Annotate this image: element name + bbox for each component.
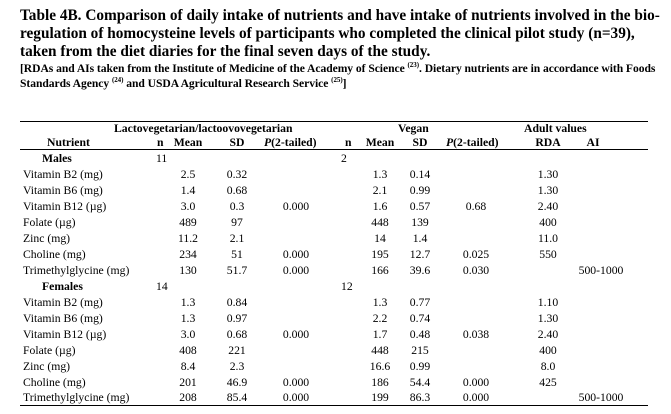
cell-sd-lacto: 0.3 xyxy=(229,200,245,213)
caption-title: Table 4B. Comparison of daily intake of nutrients and have intake of nutrients involved in the bio-regulation of homocysteine levels of participants who completed the clinical pilot study (n=39), taken from the diet diaries for the final seven days of the study. xyxy=(20,7,660,60)
group-vegan-header: Vegan xyxy=(398,122,429,135)
caption-ref-25: (25) xyxy=(331,76,343,84)
cell-mean-lacto: 2.5 xyxy=(180,168,196,181)
table-row xyxy=(0,264,671,278)
cell-mean-vegan: 1.3 xyxy=(372,296,388,309)
col-ai-header: AI xyxy=(586,136,600,149)
col-nutrient-header: Nutrient xyxy=(47,136,90,149)
cell-sd-lacto: 97 xyxy=(231,216,243,229)
col-p-vegan-italic: P xyxy=(446,136,454,149)
cell-mean-vegan: 448 xyxy=(371,216,389,229)
cell-sd-lacto: 0.32 xyxy=(226,168,248,181)
table-row xyxy=(0,232,671,246)
cell-ai: 500-1000 xyxy=(578,391,624,404)
table-row xyxy=(0,312,671,326)
cell-nutrient: Choline (mg) xyxy=(23,376,86,389)
cell-sd-vegan: 0.57 xyxy=(409,200,431,213)
col-sd-vegan-header: SD xyxy=(412,136,428,149)
cell-sd-vegan: 0.48 xyxy=(409,328,431,341)
table-row xyxy=(0,328,671,342)
cell-sd-vegan: 54.4 xyxy=(409,376,431,389)
cell-mean-vegan: 195 xyxy=(371,248,389,261)
cell-sd-vegan: 12.7 xyxy=(409,248,431,261)
cell-rda: 1.10 xyxy=(537,296,559,309)
cell-rda: 1.30 xyxy=(537,312,559,325)
cell-sd-vegan: 1.4 xyxy=(412,232,428,245)
cell-rda: 2.40 xyxy=(537,200,559,213)
cell-p-vegan: 0.68 xyxy=(465,200,487,213)
cell-sd-lacto: 85.4 xyxy=(226,391,248,404)
cell-mean-lacto: 201 xyxy=(179,376,197,389)
group-lacto-header: Lactovegetarian/lactoovovegetarian xyxy=(114,122,293,135)
cell-mean-lacto: 3.0 xyxy=(180,328,196,341)
col-n-lacto-header: n xyxy=(157,136,164,149)
table-row xyxy=(0,184,671,198)
cell-mean-lacto: 208 xyxy=(179,391,197,404)
col-mean-vegan-header: Mean xyxy=(365,136,395,149)
cell-rda: 11.0 xyxy=(537,232,559,245)
cell-rda: 1.30 xyxy=(537,184,559,197)
group-adult-header: Adult values xyxy=(524,122,587,135)
section-label: Females xyxy=(42,280,83,293)
table-row xyxy=(0,344,671,358)
cell-p-lacto: 0.000 xyxy=(282,264,310,277)
cell-mean-lacto: 1.3 xyxy=(180,312,196,325)
cell-sd-lacto: 46.9 xyxy=(226,376,248,389)
cell-mean-lacto: 130 xyxy=(179,264,197,277)
table-row xyxy=(0,248,671,262)
cell-rda: 550 xyxy=(539,248,557,261)
cell-mean-vegan: 2.2 xyxy=(372,312,388,325)
cell-mean-vegan: 14 xyxy=(374,232,386,245)
caption-ref-23: (23) xyxy=(407,61,419,69)
col-mean-lacto-header: Mean xyxy=(173,136,203,149)
cell-nutrient: Folate (µg) xyxy=(23,344,76,357)
table-row xyxy=(0,360,671,374)
section-n-lacto: 11 xyxy=(156,152,168,165)
col-p-lacto-suffix: (2-tailed) xyxy=(271,136,317,149)
cell-mean-lacto: 3.0 xyxy=(180,200,196,213)
cell-sd-lacto: 0.68 xyxy=(226,184,248,197)
cell-p-vegan: 0.025 xyxy=(462,248,490,261)
cell-sd-vegan: 0.14 xyxy=(409,168,431,181)
table-row xyxy=(0,216,671,230)
cell-mean-vegan: 186 xyxy=(371,376,389,389)
cell-sd-vegan: 0.77 xyxy=(409,296,431,309)
cell-p-vegan: 0.038 xyxy=(462,328,490,341)
cell-sd-lacto: 2.1 xyxy=(229,232,245,245)
cell-mean-lacto: 8.4 xyxy=(180,360,196,373)
cell-nutrient: Zinc (mg) xyxy=(23,232,71,245)
cell-p-vegan: 0.000 xyxy=(462,391,490,404)
cell-mean-vegan: 2.1 xyxy=(372,184,388,197)
cell-sd-vegan: 39.6 xyxy=(409,264,431,277)
caption-note xyxy=(20,61,660,91)
cell-mean-vegan: 1.3 xyxy=(372,168,388,181)
caption-note-part1: [RDAs and AIs taken from the Institute of Medicine of the Academy of Science xyxy=(20,62,405,75)
col-p-lacto-header xyxy=(264,136,317,150)
cell-nutrient: Vitamin B12 (µg) xyxy=(23,328,107,341)
cell-mean-lacto: 489 xyxy=(179,216,197,229)
cell-sd-vegan: 139 xyxy=(411,216,429,229)
cell-sd-lacto: 2.3 xyxy=(229,360,245,373)
cell-mean-vegan: 16.6 xyxy=(369,360,391,373)
section-n-lacto: 14 xyxy=(156,280,168,293)
cell-sd-vegan: 0.99 xyxy=(409,360,431,373)
cell-p-lacto: 0.000 xyxy=(282,376,310,389)
table-row xyxy=(0,296,671,310)
caption-note-part4: ] xyxy=(342,77,347,90)
cell-mean-vegan: 1.6 xyxy=(372,200,388,213)
table-row xyxy=(0,391,671,405)
cell-mean-vegan: 1.7 xyxy=(372,328,388,341)
cell-nutrient: Choline (mg) xyxy=(23,248,86,261)
cell-mean-vegan: 166 xyxy=(371,264,389,277)
cell-rda: 400 xyxy=(539,216,557,229)
cell-mean-lacto: 234 xyxy=(179,248,197,261)
cell-mean-lacto: 11.2 xyxy=(177,232,199,245)
cell-sd-vegan: 215 xyxy=(411,344,429,357)
cell-sd-lacto: 51 xyxy=(231,248,243,261)
cell-sd-lacto: 221 xyxy=(228,344,246,357)
caption-ref-24: (24) xyxy=(111,76,124,84)
cell-nutrient: Vitamin B6 (mg) xyxy=(23,312,103,325)
cell-sd-lacto: 0.84 xyxy=(226,296,248,309)
cell-p-lacto: 0.000 xyxy=(282,248,310,261)
cell-sd-lacto: 0.68 xyxy=(226,328,248,341)
col-p-vegan-header xyxy=(446,136,499,150)
table-caption xyxy=(20,7,660,91)
cell-p-lacto: 0.000 xyxy=(282,200,310,213)
cell-nutrient: Folate (µg) xyxy=(23,216,76,229)
table-row xyxy=(0,168,671,182)
cell-rda: 2.40 xyxy=(537,328,559,341)
cell-nutrient: Trimethylglycine (mg) xyxy=(23,391,130,404)
caption-note-part2: . Dietary nutrients are in accordance with Foods Standards Agency xyxy=(20,62,656,90)
table-row xyxy=(0,376,671,390)
cell-nutrient: Vitamin B2 (mg) xyxy=(23,168,103,181)
cell-mean-lacto: 408 xyxy=(179,344,197,357)
cell-mean-vegan: 448 xyxy=(371,344,389,357)
cell-nutrient: Zinc (mg) xyxy=(23,360,71,373)
cell-sd-lacto: 51.7 xyxy=(226,264,248,277)
cell-rda: 8.0 xyxy=(540,360,556,373)
section-n-vegan: 12 xyxy=(341,280,353,293)
col-p-lacto-italic: P xyxy=(264,136,272,149)
cell-p-lacto: 0.000 xyxy=(282,391,310,404)
col-rda-header: RDA xyxy=(535,136,561,149)
cell-ai: 500-1000 xyxy=(578,264,624,277)
cell-sd-vegan: 0.74 xyxy=(409,312,431,325)
cell-mean-lacto: 1.4 xyxy=(180,184,196,197)
cell-p-lacto: 0.000 xyxy=(282,328,310,341)
cell-p-vegan: 0.030 xyxy=(462,264,490,277)
cell-nutrient: Vitamin B2 (mg) xyxy=(23,296,103,309)
col-sd-lacto-header: SD xyxy=(229,136,245,149)
section-label: Males xyxy=(42,152,72,165)
section-n-vegan: 2 xyxy=(341,152,347,165)
table-bottom-rule xyxy=(20,405,648,406)
cell-nutrient: Vitamin B6 (mg) xyxy=(23,184,103,197)
cell-p-vegan: 0.000 xyxy=(462,376,490,389)
cell-rda: 400 xyxy=(539,344,557,357)
cell-sd-vegan: 86.3 xyxy=(409,391,431,404)
cell-mean-lacto: 1.3 xyxy=(180,296,196,309)
cell-mean-vegan: 199 xyxy=(371,391,389,404)
col-n-vegan-header: n xyxy=(345,136,352,149)
table-row xyxy=(0,200,671,214)
col-p-vegan-suffix: (2-tailed) xyxy=(453,136,499,149)
cell-sd-vegan: 0.99 xyxy=(409,184,431,197)
cell-sd-lacto: 0.97 xyxy=(226,312,248,325)
caption-note-part3: and USDA Agricultural Research Service xyxy=(123,77,329,90)
cell-rda: 425 xyxy=(539,376,557,389)
section-females-header xyxy=(0,280,671,294)
section-males-header xyxy=(0,152,671,166)
cell-rda: 1.30 xyxy=(537,168,559,181)
cell-nutrient: Trimethylglycine (mg) xyxy=(23,264,130,277)
cell-nutrient: Vitamin B12 (µg) xyxy=(23,200,107,213)
